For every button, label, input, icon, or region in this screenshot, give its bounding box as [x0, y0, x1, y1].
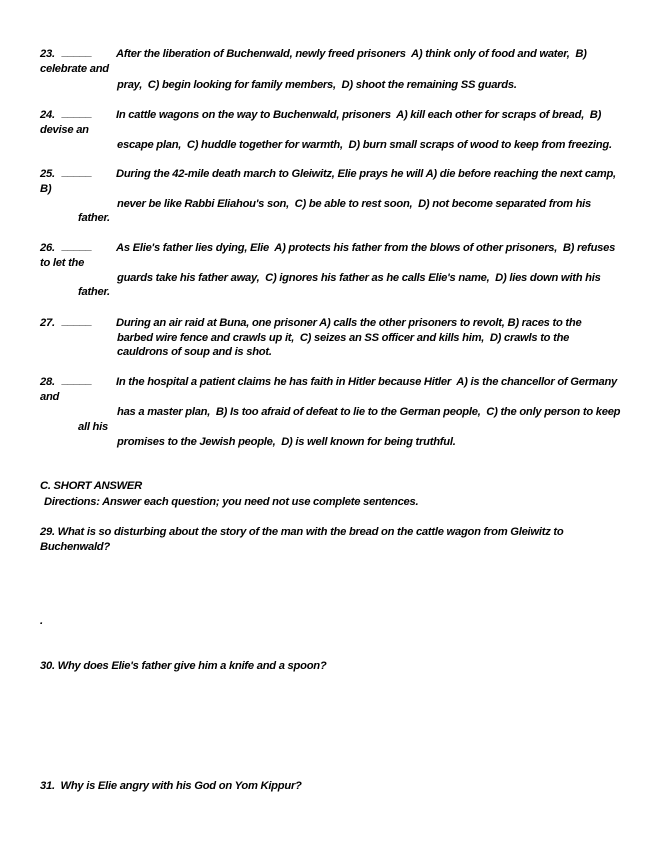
question-text-line: B) [40, 183, 52, 195]
short-answer-question-line: 30. Why does Elie's father give him a knife and a spoon? [40, 660, 327, 672]
short-answer-question-line: Buchenwald? [40, 541, 110, 553]
question-text-line: father. [78, 212, 110, 224]
question-text-line: During the 42-mile death march to Gleiwitz, Elie prays he will A) die before reaching the next camp, [116, 168, 616, 180]
question-text-line: During an air raid at Buna, one prisoner A) calls the other prisoners to revolt, B) races to the [116, 317, 582, 329]
question-text-line: pray, C) begin looking for family members, D) shoot the remaining SS guards. [117, 79, 517, 91]
question-text-line: to let the [40, 257, 85, 269]
question-text-line: cauldrons of soup and is shot. [117, 346, 272, 358]
section-directions: Directions: Answer each question; you need not use complete sentences. [44, 496, 419, 508]
question-text-line: As Elie's father lies dying, Elie A) protects his father from the blows of other prisoners, B) refuses [116, 242, 616, 254]
question-text-line: father. [78, 286, 110, 298]
question-text-line: and [40, 391, 60, 403]
question-text-line: promises to the Jewish people, D) is well known for being truthful. [117, 436, 456, 448]
answer-blank: _____ [62, 240, 92, 252]
question-text-line: After the liberation of Buchenwald, newly freed prisoners A) think only of food and water, B) [116, 48, 587, 60]
question-text-line: In cattle wagons on the way to Buchenwald, prisoners A) kill each other for scraps of bread, B) [116, 109, 602, 121]
answer-blank: _____ [62, 166, 92, 178]
question-text-line: has a master plan, B) Is too afraid of defeat to lie to the German people, C) the only person to keep [117, 406, 621, 418]
answer-blank: _____ [62, 374, 92, 386]
question-text-line: guards take his father away, C) ignores his father as he calls Elie's name, D) lies down with his [117, 272, 601, 284]
question-number: 27. [40, 317, 55, 329]
question-number: 24. [40, 109, 55, 121]
question-text-line: never be like Rabbi Eliahou's son, C) be able to rest soon, D) not become separated from his [117, 198, 592, 210]
question-number: 28. [40, 376, 55, 388]
answer-blank: _____ [62, 315, 92, 327]
question-text-line: escape plan, C) huddle together for warmth, D) burn small scraps of wood to keep from freezing. [117, 139, 612, 151]
question-number: 26. [40, 242, 55, 254]
short-answer-question-line: 29. What is so disturbing about the story of the man with the bread on the cattle wagon from Gleiwitz to [40, 526, 564, 538]
question-number: 23. [40, 48, 55, 60]
question-number: 25. [40, 168, 55, 180]
section-heading: C. SHORT ANSWER [40, 480, 142, 492]
answer-blank: _____ [62, 46, 92, 58]
question-text-line: celebrate and [40, 63, 109, 75]
short-answer-question-line: 31. Why is Elie angry with his God on Yom Kippur? [40, 780, 302, 792]
stray-mark: . [40, 615, 43, 627]
question-text-line: barbed wire fence and crawls up it, C) seizes an SS officer and kills him, D) crawls to the [117, 332, 570, 344]
question-text-line: all his [78, 421, 108, 433]
question-text-line: In the hospital a patient claims he has faith in Hitler because Hitler A) is the chancellor of Germany [116, 376, 618, 388]
question-text-line: devise an [40, 124, 89, 136]
answer-blank: _____ [62, 107, 92, 119]
